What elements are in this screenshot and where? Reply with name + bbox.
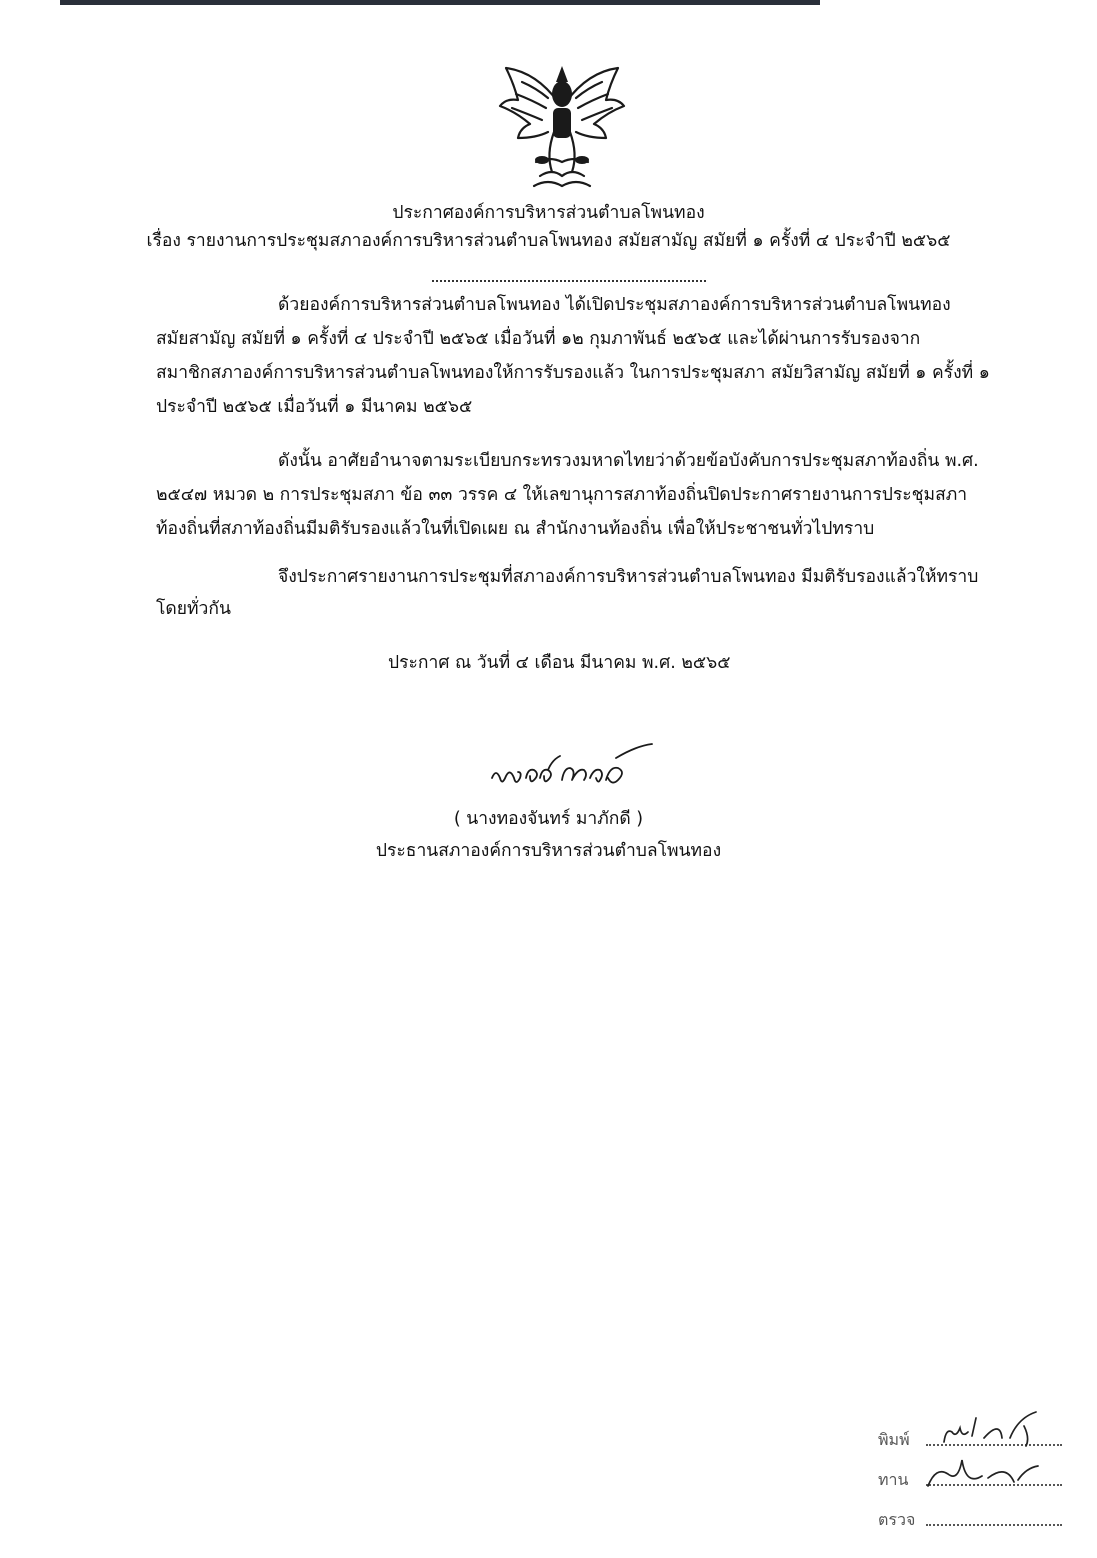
- para2-line: ๒๕๔๗ หมวด ๒ การประชุมสภา ข้อ ๓๓ วรรค ๔ ให้เลขานุการสภาท้องถิ่นปิดประกาศรายงานการประชุมสภา: [156, 485, 968, 505]
- garuda-emblem-icon: [496, 62, 628, 190]
- verified-line: [926, 1524, 1062, 1526]
- signatory-name: ( นางทองจันทร์ มาภักดี ): [453, 809, 644, 829]
- signatory-position: ประธานสภาองค์การบริหารส่วนตำบลโพนทอง: [375, 841, 722, 861]
- para2-line: ท้องถิ่นที่สภาท้องถิ่นมีมติรับรองแล้วในที่เปิดเผย ณ สำนักงานท้องถิ่น เพื่อให้ประชาชนทั่วไปทราบ: [156, 519, 875, 539]
- handwritten-signature: [486, 738, 654, 800]
- typed-label: พิมพ์: [878, 1430, 910, 1449]
- verified-label: ตรวจ: [878, 1510, 916, 1529]
- para1-line: สมัยสามัญ สมัยที่ ๑ ครั้งที่ ๔ ประจำปี ๒๕๖๕ เมื่อวันที่ ๑๒ กุมภาพันธ์ ๒๕๖๕ และได้ผ่านการรับรองจาก: [156, 329, 921, 349]
- checked-label: ทาน: [878, 1470, 909, 1489]
- para1-line: สมาชิกสภาองค์การบริหารส่วนตำบลโพนทองให้การรับรองแล้ว ในการประชุมสภา สมัยวิสามัญ สมัยที่ ๑ ครั้งที่ ๑: [156, 363, 990, 383]
- para2-line: ดังนั้น อาศัยอำนาจตามระเบียบกระทรวงมหาดไทยว่าด้วยข้อบังคับการประชุมสภาท้องถิ่น พ.ศ.: [278, 451, 979, 471]
- para3-line: จึงประกาศรายงานการประชุมที่สภาองค์การบริหารส่วนตำบลโพนทอง มีมติรับรองแล้วให้ทราบ: [278, 567, 979, 587]
- announcement-subject: เรื่อง รายงานการประชุมสภาองค์การบริหารส่วนตำบลโพนทอง สมัยสามัญ สมัยที่ ๑ ครั้งที่ ๔ ประจำปี ๒๕๖๕: [146, 231, 951, 251]
- scan-edge: [60, 0, 820, 5]
- title-divider: [432, 280, 706, 282]
- initials-signature: [940, 1408, 1046, 1448]
- initials-signature: [922, 1446, 1042, 1492]
- announcement-title: ประกาศองค์การบริหารส่วนตำบลโพนทอง: [392, 203, 705, 223]
- para1-line: ด้วยองค์การบริหารส่วนตำบลโพนทอง ได้เปิดประชุมสภาองค์การบริหารส่วนตำบลโพนทอง: [278, 295, 951, 315]
- para1-line: ประจำปี ๒๕๖๕ เมื่อวันที่ ๑ มีนาคม ๒๕๖๕: [156, 397, 473, 417]
- announce-date: ประกาศ ณ วันที่ ๔ เดือน มีนาคม พ.ศ. ๒๕๖๕: [388, 653, 731, 673]
- para3-line: โดยทั่วกัน: [156, 599, 231, 619]
